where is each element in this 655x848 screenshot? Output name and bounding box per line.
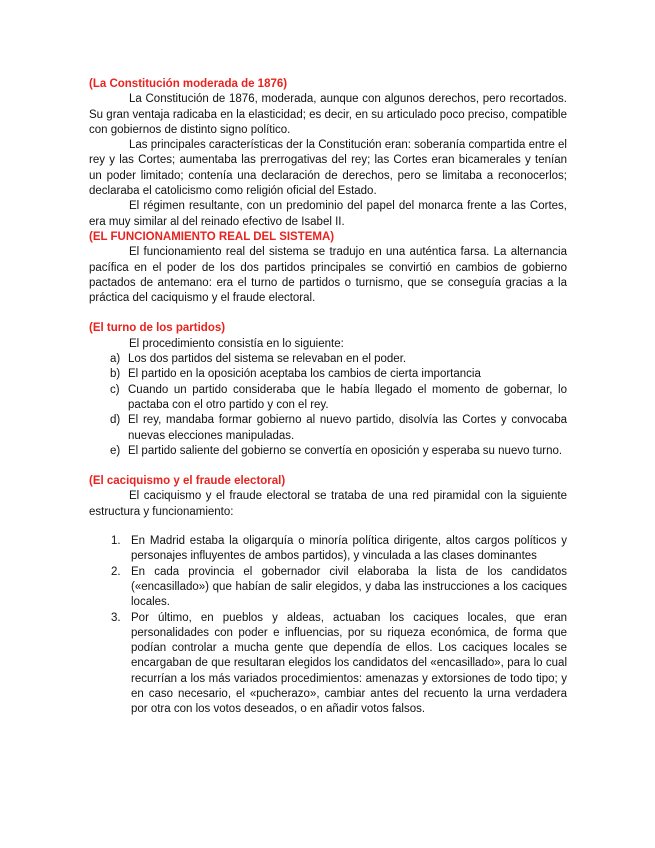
list-marker: a) bbox=[110, 353, 121, 366]
list-item bbox=[89, 352, 567, 367]
heading-constitution: (La Constitución moderada de 1876) bbox=[89, 78, 288, 90]
list-item-text: En cada provincia el gobernador civil elaboraba la lista de los candidatos («encasillado») que habían de salir elegidos, y daba las instrucciones a los caciques locales. bbox=[131, 565, 567, 609]
list-item bbox=[89, 565, 567, 611]
heading-real-functioning: (EL FUNCIONAMIENTO REAL DEL SISTEMA) bbox=[89, 230, 335, 243]
list-item bbox=[89, 534, 567, 565]
list-item bbox=[89, 413, 567, 444]
heading-caciquismo: (El caciquismo y el fraude electoral) bbox=[89, 475, 286, 488]
list-item-text: Los dos partidos del sistema se relevaban en el poder. bbox=[128, 353, 407, 366]
list-marker: 1. bbox=[111, 535, 121, 548]
list-marker: b) bbox=[110, 368, 121, 381]
list-item bbox=[89, 444, 567, 459]
lettered-list bbox=[89, 352, 567, 459]
list-marker: d) bbox=[110, 414, 121, 427]
list-item-text: En Madrid estaba la oligarquía o minoría política dirigente, altos cargos políticos y personajes influyentes de ambos partidos), y vinculada a las clases dominantes bbox=[131, 535, 567, 563]
list-marker: c) bbox=[110, 383, 120, 396]
paragraph: El caciquismo y el fraude electoral se trataba de una red piramidal con la siguiente estructura y funcionamiento: bbox=[89, 490, 567, 518]
document-body bbox=[89, 77, 567, 718]
list-marker: 3. bbox=[111, 611, 121, 624]
numbered-list bbox=[89, 534, 567, 718]
list-item-text: Cuando un partido consideraba que le había llegado el momento de gobernar, lo pactaba con el otro partido y con el rey. bbox=[128, 383, 567, 411]
list-item bbox=[89, 383, 567, 414]
paragraph: El funcionamiento real del sistema se tradujo en una auténtica farsa. La alternancia pacífica en el poder de los dos partidos principales se convirtió en cambios de gobierno pactados de antemano: era el turno de partidos o turnismo, que se conseguía gracias a la práctica del caciquismo y el fraude electoral. bbox=[89, 246, 567, 305]
list-marker: e) bbox=[110, 444, 121, 457]
list-item bbox=[89, 611, 567, 718]
paragraph: El régimen resultante, con un predominio del papel del monarca frente a las Cortes, era muy similar al del reinado efectivo de Isabel II. bbox=[89, 200, 567, 228]
list-item-text: El rey, mandaba formar gobierno al nuevo partido, disolvía las Cortes y convocaba nuevas elecciones manipuladas. bbox=[128, 414, 567, 442]
list-item-text: El partido en la oposición aceptaba los cambios de cierta importancia bbox=[128, 368, 481, 381]
list-item-text: El partido saliente del gobierno se convertía en oposición y esperaba su nuevo turno. bbox=[128, 444, 563, 457]
list-item bbox=[89, 367, 567, 382]
paragraph: El procedimiento consistía en lo siguiente: bbox=[129, 337, 344, 350]
paragraph: La Constitución de 1876, moderada, aunque con algunos derechos, pero recortados. Su gran ventaja radicaba en la elasticidad; es decir, en su articulado poco preciso, compatible con gobiernos de distinto signo político. bbox=[89, 93, 567, 136]
paragraph: Las principales características der la Constitución eran: soberanía compartida entre el rey y las Cortes; aumentaba las prerrogativas del rey; las Cortes eran bicamerales y tenían un poder limitado; contenía una declaración de derechos, pero se limitaba a reconocerlos; declaraba el catolicismo como religión oficial del Estado. bbox=[89, 139, 567, 198]
list-item-text: Por último, en pueblos y aldeas, actuaban los caciques locales, que eran personalidades con poder e influencias, por su riqueza económica, de forma que podían controlar a mucha gente que dependía de ellos. Los caciques locales se encargaban de que resultaran elegidos los candidatos del «encasillado», para lo cual recurrían a los más variados procedimientos: amenazas y extorsiones de todo tipo; y en caso necesario, el «pucherazo», cambiar antes del recuento la urna verdadera por otra con los votos deseados, o en añadir votos falsos. bbox=[131, 611, 567, 716]
list-marker: 2. bbox=[111, 565, 121, 578]
heading-turn-of-parties: (El turno de los partidos) bbox=[89, 322, 226, 335]
